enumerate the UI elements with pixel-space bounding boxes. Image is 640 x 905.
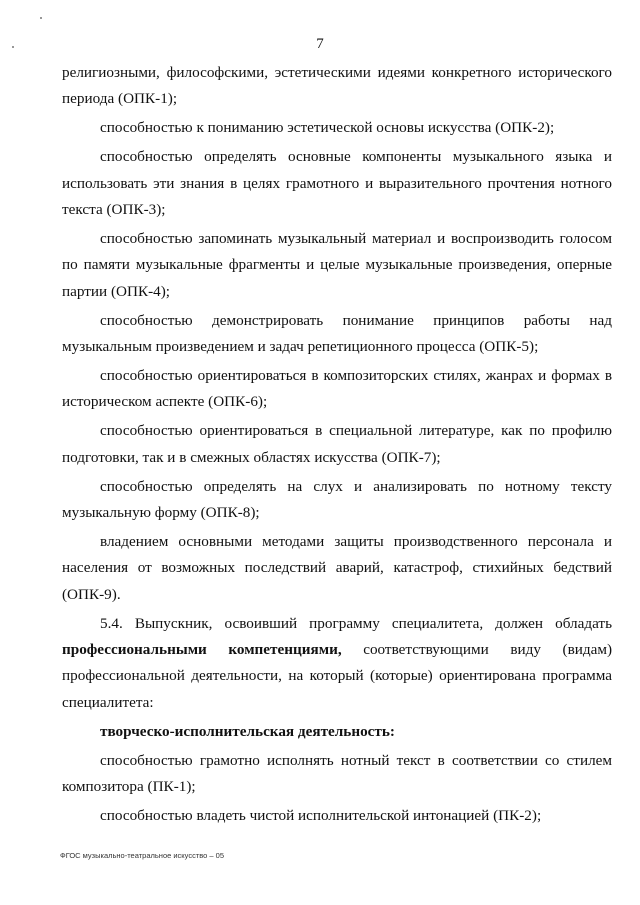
paragraph-opk-9: владением основными методами защиты производственного персонала и населения от возможных последствий аварий, катастроф, стихийных бедствий (ОПК-9). (62, 532, 612, 603)
section-5-4-rest: соответствующими виду (видам) профессиональной деятельности, на который (которые) ориентирована программа специалитета: (62, 641, 613, 711)
paragraph-opk-6: способностью ориентироваться в композиторских стилях, жанрах и формах в историческом аспекте (ОПК-6); (62, 366, 612, 411)
activity-heading: творческо-исполнительская деятельность: (100, 722, 395, 740)
paragraph-opk-7: способностью ориентироваться в специальной литературе, как по профилю подготовки, так и в смежных областях искусства (ОПК-7); (62, 422, 612, 466)
paragraph-opk-8: способностью определять на слух и анализировать по нотному тексту музыкальную форму (ОПК-8); (62, 477, 612, 521)
scan-speck (40, 17, 42, 19)
document-body (62, 60, 612, 832)
section-5-4-bold-phrase: профессиональными компетенциями, (62, 641, 342, 659)
paragraph-opk-5: способностью демонстрировать понимание принципов работы над музыкальным произведением и задач репетиционного процесса (ОПК-5); (62, 311, 612, 356)
page-footer: ФГОС музыкально-театральное искусство – 05 (60, 851, 225, 860)
paragraph-opk-1: религиозными, философскими, эстетическими идеями конкретного исторического периода (ОПК-1); (62, 64, 612, 108)
paragraph-pk-2: способностью владеть чистой исполнительской интонацией (ПК-2); (100, 806, 542, 824)
page-number: 7 (316, 36, 324, 52)
paragraph-opk-4: способностью запоминать музыкальный материал и воспроизводить голосом по памяти музыкальные фрагменты и целые музыкальные произведения, оперные партии (ОПК-4); (62, 229, 612, 300)
paragraph-opk-3: способностью определять основные компоненты музыкального языка и использовать эти знания в целях грамотного и выразительного прочтения нотного текста (ОПК-3); (62, 148, 612, 219)
section-5-4-paragraph (62, 611, 612, 717)
section-5-4-lead: 5.4. Выпускник, освоивший программу специалитета, должен обладать (100, 614, 612, 632)
paragraph-opk-2: способностью к пониманию эстетической основы искусства (ОПК-2); (100, 119, 555, 137)
paragraph-pk-1: способностью грамотно исполнять нотный текст в соответствии со стилем композитора (ПК-1); (62, 751, 612, 796)
